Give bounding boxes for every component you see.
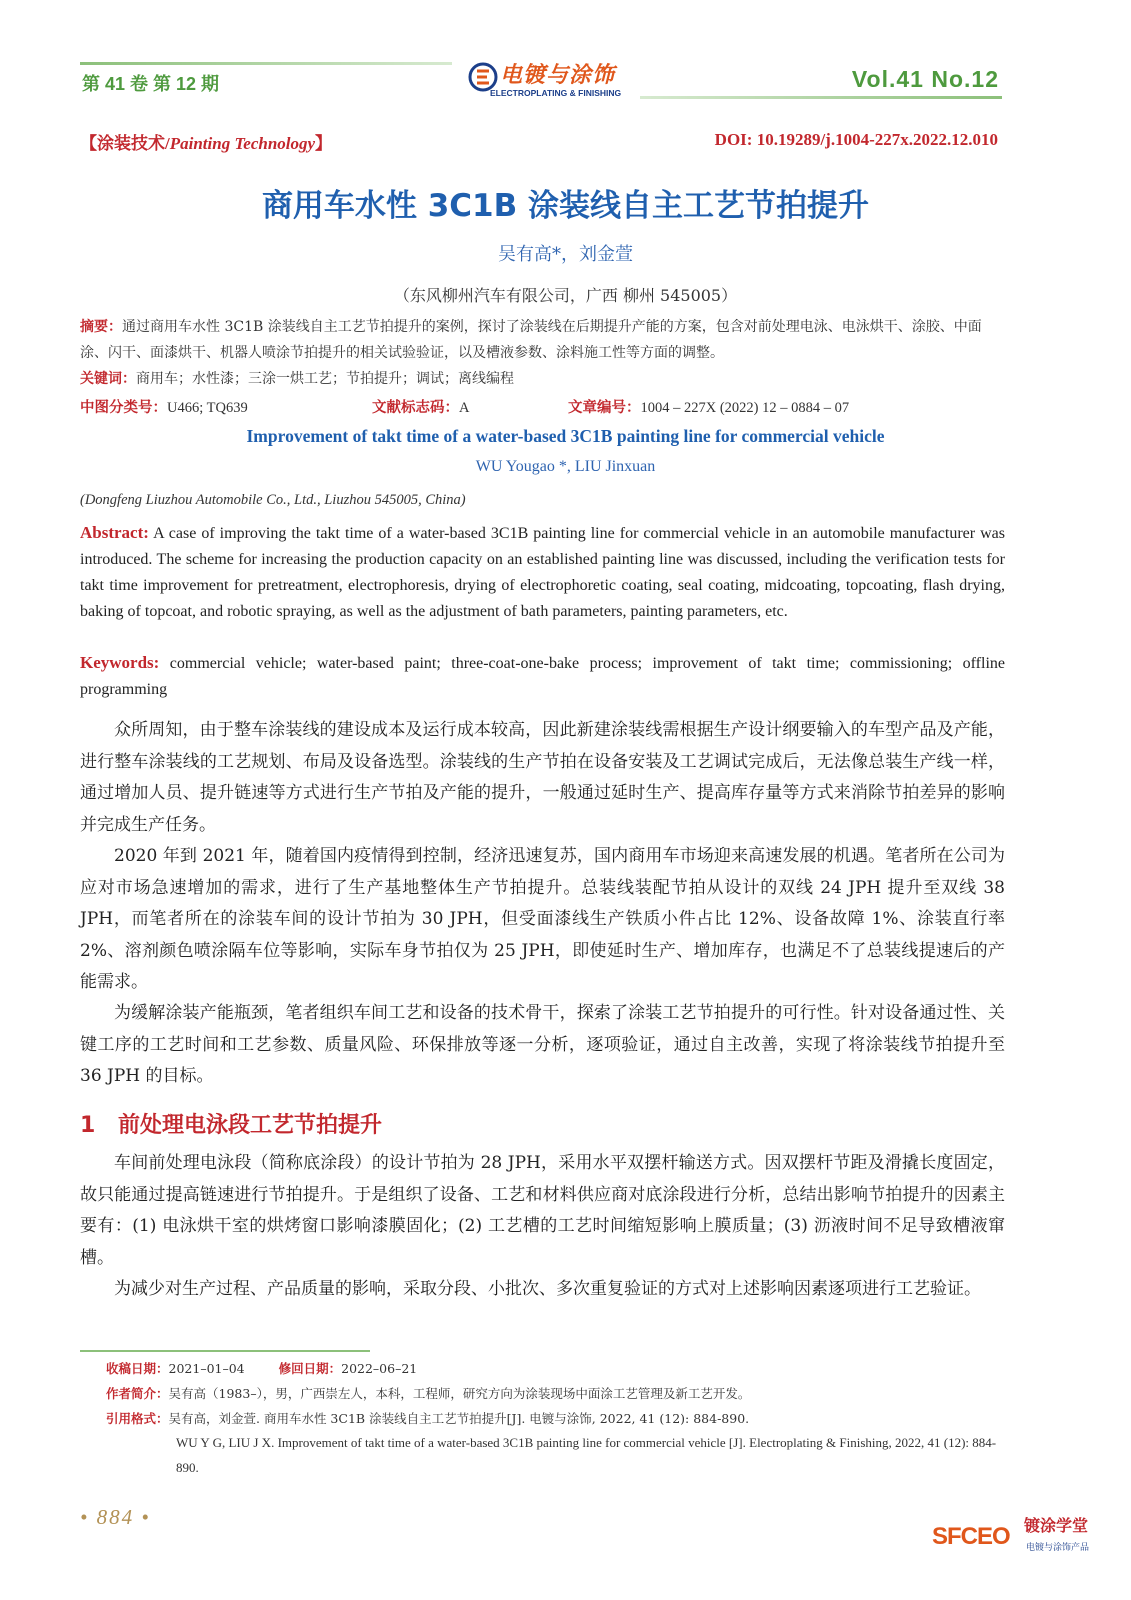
- footnote-cite-cn: [106, 1406, 1006, 1431]
- received-date: 2021–01–04: [168, 1361, 245, 1376]
- doc-code-label: 文献标志码：: [372, 400, 459, 416]
- body-paragraph: 众所周知，由于整车涂装线的建设成本及运行成本较高，因此新建涂装线需根据生产设计纲要输入的车型产品及产能，进行整车涂装线的工艺规划、布局及设备选型。涂装线的生产节拍在设备安装及工艺调试完成后，无法像总装生产线一样，通过增加人员、提升链速等方式进行生产节拍及产能的提升，一般通过延时生产、提高库存量等方式来消除节拍差异的影响并完成生产任务。: [80, 720, 1005, 835]
- section-number: 1: [80, 1113, 96, 1138]
- authors-cn: 吴有高*，刘金萱: [498, 244, 633, 265]
- section-tag-cn: 【涂装技术/: [80, 134, 170, 153]
- page-number: • 884 •: [80, 1505, 151, 1529]
- watermark-cn-sub: 电镀与涂饰产品: [1026, 1543, 1090, 1553]
- journal-name-cn: 电镀与涂饰: [500, 62, 616, 88]
- section-tag: [80, 129, 332, 154]
- doc-code-group: [372, 396, 469, 417]
- abstract-cn-label: 摘要：: [80, 319, 122, 335]
- clc-label: 中图分类号：: [80, 400, 167, 416]
- journal-logo: [468, 58, 622, 102]
- abstract-en-label: Abstract:: [80, 523, 149, 542]
- article-no-label: 文章编号：: [568, 400, 641, 416]
- abstract-en-text: A case of improving the takt time of a water-based 3C1B painting line for commercial vehicle in an automobile manufacturer was introduced. The scheme for increasing the production capacity on an established painting line was discussed, including the verification tests for takt time improvement for pretreatment, electrophoresis, drying of electrophoretic coating, seal coating, midcoating, topcoating, flash drying, baking of topcoat, and robotic spraying, as well as the adjustment of bath parameters, painting parameters, etc.: [80, 525, 1005, 620]
- keywords-en-label: Keywords:: [80, 653, 160, 672]
- body-paragraph: 为缓解涂装产能瓶颈，笔者组织车间工艺和设备的技术骨干，探索了涂装工艺节拍提升的可行性。针对设备通过性、关键工序的工艺时间和工艺参数、质量风险、环保排放等逐一分析，逐项验证，通过自主改善，实现了将涂装线节拍提升至 36 JPH 的目标。: [80, 1003, 1005, 1086]
- bio-label: 作者简介：: [106, 1386, 169, 1401]
- cite-cn-text: 吴有高，刘金萱. 商用车水性 3C1B 涂装线自主工艺节拍提升[J]. 电镀与涂饰, 2022, 41 (12): 884-890.: [168, 1411, 750, 1426]
- keywords-en: [80, 650, 1005, 703]
- watermark-cn: 镀涂学堂: [1024, 1516, 1089, 1535]
- section-heading: [80, 1108, 382, 1139]
- body-paragraph: 2020 年到 2021 年，随着国内疫情得到控制，经济迅速复苏，国内商用车市场迎来高速发展的机遇。笔者所在公司为应对市场急速增加的需求，进行了生产基地整体生产节拍提升。总装线装配节拍从设计的双线 24 JPH 提升至双线 38 JPH，而笔者所在的涂装车间的设计节拍为 30 JPH，但受面漆线生产铁质小件占比 12%、设备故障 1%、涂装直行率 2%、溶剂颜色喷涂隔车位等影响，实际车身节拍仅为 25 JPH，即使延时生产、增加库存，也满足不了总装线提速后的产能需求。: [80, 846, 1005, 992]
- abstract-cn-text: 通过商用车水性 3C1B 涂装线自主工艺节拍提升的案例，探讨了涂装线在后期提升产能的方案，包含对前处理电泳、电泳烘干、涂胶、中面涂、闪干、面漆烘干、机器人喷涂节拍提升的相关试验验证，以及槽液参数、涂料施工性等方面的调整。: [80, 319, 982, 361]
- body-paragraph: 车间前处理电泳段（简称底涂段）的设计节拍为 28 JPH，采用水平双摆杆输送方式。因双摆杆节距及滑撬长度固定，故只能通过提高链速进行节拍提升。于是组织了设备、工艺和材料供应商对底涂段进行分析，总结出影响节拍提升的因素主要有：(1) 电泳烘干室的烘烤窗口影响漆膜固化；(2) 工艺槽的工艺时间缩短影响上膜质量；(3) 沥液时间不足导致槽液窜槽。: [80, 1153, 1005, 1268]
- section-tag-end: 】: [315, 134, 333, 153]
- clc-group: [80, 396, 248, 417]
- article-no-group: [568, 396, 849, 417]
- clc-value: U466; TQ639: [167, 400, 248, 416]
- header-rule-left: [80, 62, 452, 65]
- keywords-cn-text: 商用车；水性漆；三涂一烘工艺；节拍提升；调试；离线编程: [136, 371, 514, 387]
- section-tag-en: Painting Technology: [169, 134, 316, 153]
- keywords-cn: [80, 366, 1005, 392]
- authors-en: WU Yougao *, LIU Jinxuan: [475, 458, 656, 475]
- article-no-value: 1004 – 227X (2022) 12 – 0884 – 07: [640, 400, 850, 416]
- revised-label: 修回日期：: [278, 1361, 342, 1376]
- received-label: 收稿日期：: [106, 1361, 169, 1376]
- volume-cn: 第 41 卷 第 12 期: [82, 74, 220, 94]
- watermark-brand: SFCEO: [932, 1523, 1010, 1550]
- affiliation-en: (Dongfeng Liuzhou Automobile Co., Ltd., Liuzhou 545005, China): [80, 492, 466, 508]
- affiliation-cn: （东风柳州汽车有限公司，广西 柳州 545005）: [393, 286, 738, 305]
- revised-date: 2022–06–21: [341, 1361, 418, 1376]
- keywords-en-text: commercial vehicle; water-based paint; three-coat-one-bake process; improvement of takt time; commissioning; offline programming: [80, 655, 1005, 698]
- header-rule-right: [640, 96, 1002, 99]
- section-title: 前处理电泳段工艺节拍提升: [118, 1113, 383, 1138]
- article-title: 商用车水性 3C1B 涂装线自主工艺节拍提升: [261, 188, 870, 224]
- abstract-cn: [80, 314, 1005, 366]
- keywords-cn-label: 关键词：: [80, 371, 136, 387]
- bio-text: 吴有高（1983–），男，广西崇左人，本科，工程师，研究方向为涂装现场中面涂工艺管理及新工艺开发。: [168, 1386, 751, 1401]
- doi[interactable]: DOI: 10.19289/j.1004-227x.2022.12.010: [714, 130, 998, 149]
- footnote-bio: [106, 1381, 1006, 1406]
- title-en: Improvement of takt time of a water-based 3C1B painting line for commercial vehicle: [246, 426, 885, 446]
- volume-en: Vol.41 No.12: [851, 66, 999, 92]
- doc-code-value: A: [459, 400, 470, 416]
- cite-label: 引用格式：: [106, 1411, 169, 1426]
- body-paragraph: 为减少对生产过程、产品质量的影响，采取分段、小批次、多次重复验证的方式对上述影响因素逐项进行工艺验证。: [114, 1279, 981, 1299]
- journal-name-en: ELECTROPLATING & FINISHING: [490, 88, 622, 98]
- footnote-dates: [106, 1356, 1006, 1381]
- watermark-logo: [932, 1513, 1102, 1563]
- footnote-rule: [80, 1350, 370, 1352]
- abstract-en: [80, 520, 1005, 625]
- footnote-cite-en: WU Y G, LIU J X. Improvement of takt time of a water-based 3C1B painting line for commercial vehicle [J]. Electroplating & Finishing, 2022, 41 (12): 884-890.: [176, 1435, 997, 1475]
